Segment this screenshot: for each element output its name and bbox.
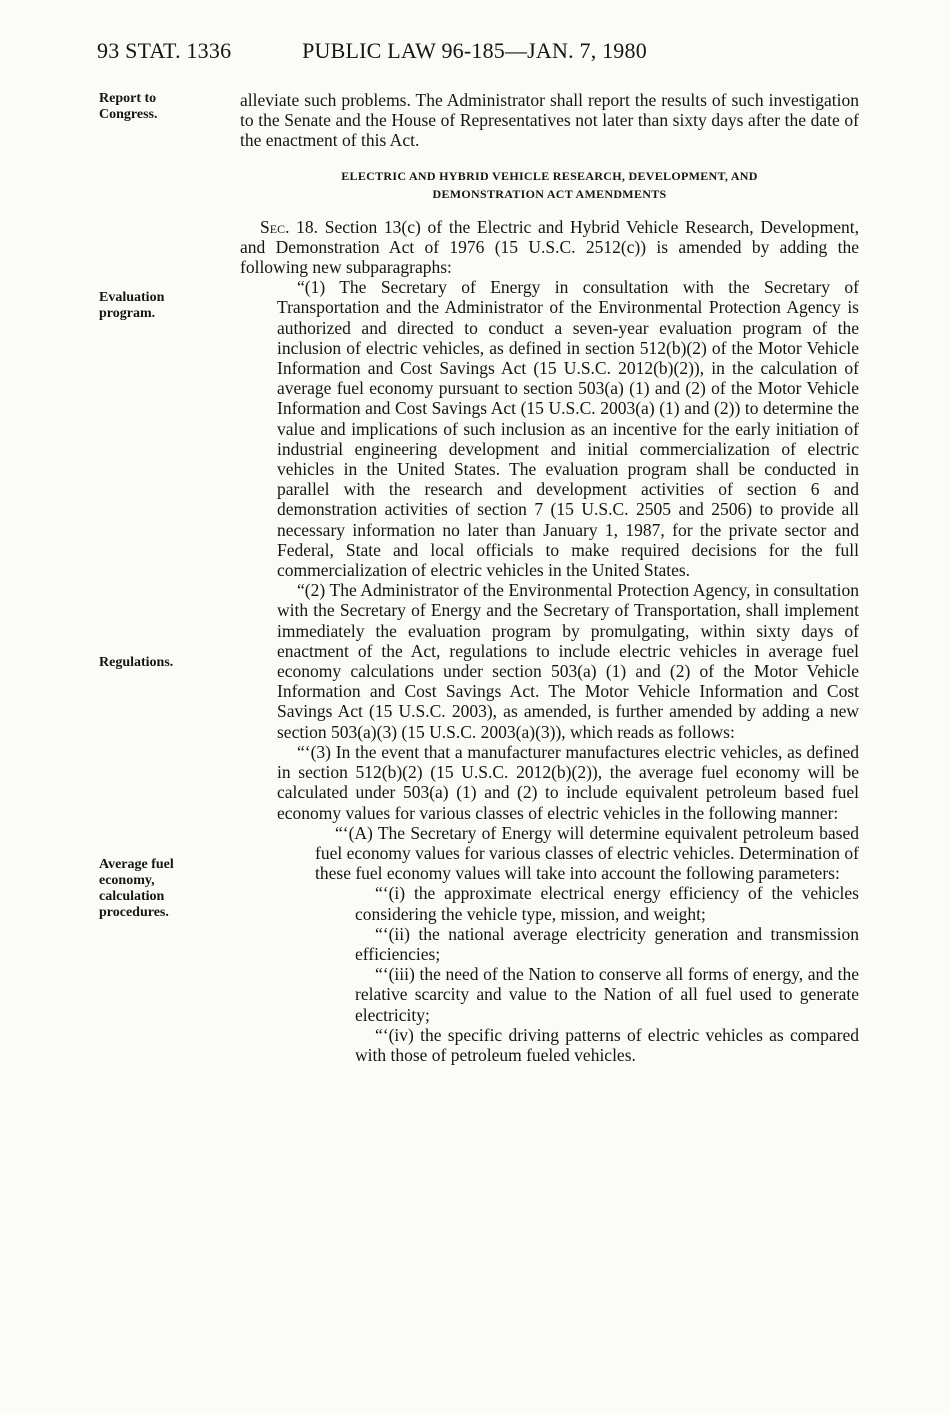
margin-note-report: Report to Congress.	[99, 91, 158, 122]
section-18-paragraph	[240, 217, 859, 278]
section-heading	[240, 167, 859, 203]
paragraph-2: “(2) The Administrator of the Environmental Protection Agency, in consultation with the Secretary of Energy and the Secretary of Transportation, shall implement immediately the evaluation program by promulgating, within sixty days of enactment of the Act, regulations to include electric vehicles in average fuel economy calculations under section 503(a) (1) and (2) of the Motor Vehicle Information and Cost Savings Act. The Motor Vehicle Information and Cost Savings Act (15 U.S.C. 2003), as amended, is further amended by adding a new section 503(a)(3) (15 U.S.C. 2003(a)(3)), which reads as follows:	[277, 580, 859, 742]
paragraph-a: “‘(A) The Secretary of Energy will determine equivalent petroleum based fuel economy values for various classes of electric vehicles. Determination of these fuel economy values will take into account the following parameters:	[315, 822, 859, 884]
item-iii: “‘(iii) the need of the Nation to conserve all forms of energy, and the relative scarcity and value to the Nation of all fuel used to generate electricity;	[355, 964, 859, 1025]
section-label: Sec.	[260, 216, 290, 237]
section-heading-line1: ELECTRIC AND HYBRID VEHICLE RESEARCH, DEVELOPMENT, AND	[341, 168, 758, 183]
item-ii: “‘(ii) the national average electricity generation and transmission efficiencies;	[355, 923, 859, 964]
paragraph-3: “‘(3) In the event that a manufacturer manufactures electric vehicles, as defined in section 512(b)(2) (15 U.S.C. 2012(b)(2)), the average fuel economy will be calculated under 503(a) (1) and (2) to include equivalent petroleum based fuel economy values for various classes of electric vehicles in the following manner:	[277, 741, 859, 823]
document-body	[240, 90, 859, 1065]
margin-note-average-fuel: Average fuel economy, calculation procedures.	[99, 857, 174, 920]
section-heading-line2: DEMONSTRATION ACT AMENDMENTS	[432, 186, 667, 201]
stat-number: 93 STAT. 1336	[97, 38, 232, 63]
intro-paragraph: alleviate such problems. The Administrator shall report the results of such investigation to the Senate and the House of Representatives not later than sixty days after the date of the enactment of this Act.	[240, 90, 859, 151]
page-title: PUBLIC LAW 96-185—JAN. 7, 1980	[302, 38, 647, 63]
margin-note-regulations: Regulations.	[99, 655, 174, 670]
paragraph-1: “(1) The Secretary of Energy in consultation with the Secretary of Transportation and the Administrator of the Environmental Protection Agency is authorized and directed to conduct a seven-year evaluation program of the inclusion of electric vehicles, as defined in section 512(b)(2) of the Motor Vehicle Information and Cost Savings Act (15 U.S.C. 2012(b)(2)), in the calculation of average fuel economy pursuant to section 503(a) (1) and (2) of the Motor Vehicle Information and Cost Savings Act (15 U.S.C. 2003(a) (1) and (2)) to determine the value and implications of such inclusion as an incentive for the early initiation of industrial engineering development and initial commercialization of electric vehicles in the United States. The evaluation program shall be conducted in parallel with the research and development activities of section 6 and demonstration activities of section 7 (15 U.S.C. 2505 and 2506) to provide all necessary information no later than January 1, 1987, for the private sector and Federal, State and local officials to make required decisions for the full commercialization of electric vehicles in the United States.	[277, 277, 859, 581]
margin-note-evaluation: Evaluation program.	[99, 290, 165, 321]
item-i: “‘(i) the approximate electrical energy efficiency of the vehicles considering the vehicle type, mission, and weight;	[355, 883, 859, 924]
section-18-text: 18. Section 13(c) of the Electric and Hybrid Vehicle Research, Development, and Demonstration Act of 1976 (15 U.S.C. 2512(c)) is amended by adding the following new subparagraphs:	[240, 216, 859, 278]
item-iv: “‘(iv) the specific driving patterns of electric vehicles as compared with those of petroleum fueled vehicles.	[355, 1024, 859, 1065]
